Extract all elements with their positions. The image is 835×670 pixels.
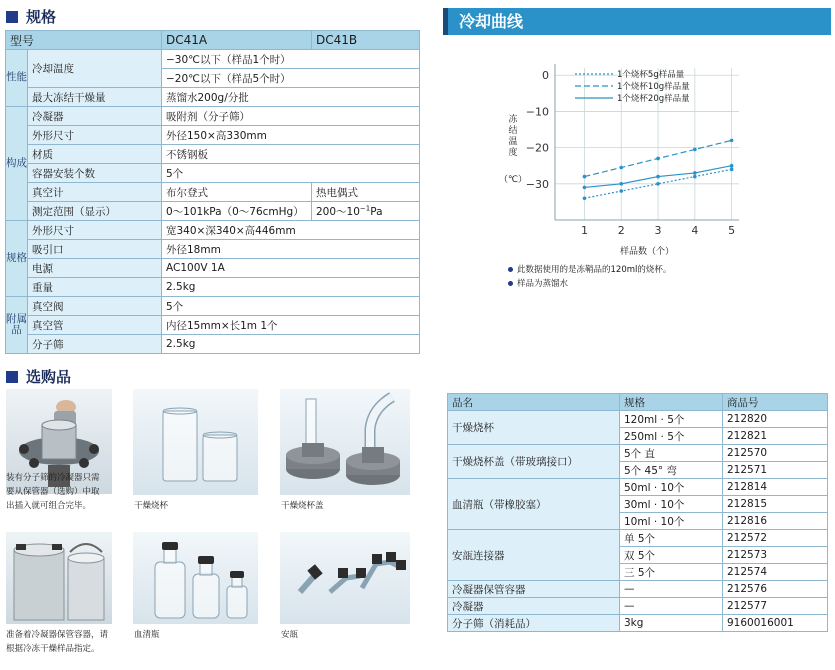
product-header-code: 商品号 (723, 394, 828, 411)
product-code: 212572 (723, 530, 828, 547)
group-accessories: 附属品 (6, 297, 28, 354)
bullet-icon (508, 281, 513, 286)
spec-header-row (6, 31, 420, 50)
range-b-exponent: −1 (359, 204, 371, 212)
cooling-curve-chart (443, 40, 828, 262)
product-spec: 50ml · 10个 (620, 479, 723, 496)
row-value: AC100V 1A (162, 259, 420, 278)
product-code: 212816 (723, 513, 828, 530)
spec-table (5, 30, 420, 354)
spec-row (6, 240, 420, 259)
y-axis-label: 冻 (508, 115, 518, 125)
spec-row (6, 107, 420, 126)
spec-header-dc41b: DC41B (312, 31, 420, 50)
product-row (448, 445, 828, 462)
product-name: 安瓿连接器 (448, 530, 620, 581)
series-point (619, 182, 623, 186)
product-code: 212570 (723, 445, 828, 462)
product-spec: 120ml · 5个 (620, 411, 723, 428)
y-tick-label: 0 (542, 69, 549, 83)
row-label: 外形尺寸 (28, 126, 162, 145)
spec-row (6, 316, 420, 335)
caption-line: 安瓿 (281, 630, 299, 640)
range-b-unit: Pa (370, 205, 383, 218)
chart-note (508, 277, 671, 291)
y-axis-unit: （℃） (498, 175, 528, 185)
y-axis-label: 结 (508, 126, 518, 136)
spec-row (6, 88, 420, 107)
range-b-base: 200～10 (316, 205, 360, 218)
beaker-cover-photo (280, 389, 410, 495)
spec-row (6, 126, 420, 145)
caption-line: 要从保管器（选购）中取 (6, 487, 100, 497)
row-value-a: 0～101kPa（0～76cmHg） (162, 202, 312, 221)
product-name: 干燥烧杯 (448, 411, 620, 445)
chart-note (508, 263, 671, 277)
row-label: 冷凝器 (28, 107, 162, 126)
chart-title-text: 冷却曲线 (459, 12, 524, 31)
product-code: 212577 (723, 598, 828, 615)
spec-row (6, 259, 420, 278)
ampoule-photo (280, 532, 410, 624)
product-spec: 250ml · 5个 (620, 428, 723, 445)
row-value-a: 布尔登式 (162, 183, 312, 202)
series-point (693, 175, 697, 179)
row-value: 宽340×深340×高446mm (162, 221, 420, 240)
group-performance: 性能 (6, 50, 28, 107)
spec-row (6, 221, 420, 240)
section-square-icon (6, 11, 18, 23)
caption-line: 干燥烧杯盖 (281, 501, 324, 511)
options-title-text: 选购品 (26, 368, 72, 386)
spec-row (6, 335, 420, 354)
spec-row (6, 278, 420, 297)
x-tick-label: 1 (580, 224, 588, 237)
spec-row (6, 50, 420, 69)
serum-bottle-photo (133, 532, 258, 624)
spec-row (6, 297, 420, 316)
series-point (693, 148, 697, 152)
series-point (583, 175, 587, 179)
row-value: 吸附剂（分子筛） (162, 107, 420, 126)
photo-caption (281, 628, 298, 642)
spec-section-title (6, 6, 56, 27)
series-point (730, 168, 734, 172)
product-row (448, 479, 828, 496)
x-tick-label: 5 (728, 224, 736, 237)
product-name: 冷凝器 (448, 598, 620, 615)
product-header-spec: 规格 (620, 394, 723, 411)
row-label: 吸引口 (28, 240, 162, 259)
series-point (619, 189, 623, 193)
product-code: 212571 (723, 462, 828, 479)
photo-caption (134, 499, 168, 513)
chart-section-title (443, 8, 831, 35)
spec-row (6, 202, 420, 221)
product-header-row (448, 394, 828, 411)
bullet-icon (508, 267, 513, 272)
row-label: 分子筛 (28, 335, 162, 354)
x-tick-label: 2 (617, 224, 625, 237)
product-code: 9160016001 (723, 615, 828, 632)
product-spec: 30ml · 10个 (620, 496, 723, 513)
row-label: 真空计 (28, 183, 162, 202)
row-value: 5个 (162, 164, 420, 183)
photo-caption (281, 499, 324, 513)
product-spec: 5个 45° 弯 (620, 462, 723, 479)
product-spec: 三 5个 (620, 564, 723, 581)
photo-caption (6, 471, 100, 513)
row-label: 最大冻结干燥量 (28, 88, 162, 107)
product-spec: 单 5个 (620, 530, 723, 547)
storage-container-photo (6, 532, 112, 624)
row-label: 冷却温度 (28, 50, 162, 88)
product-code: 212820 (723, 411, 828, 428)
group-specs: 规格 (6, 221, 28, 297)
row-label: 真空管 (28, 316, 162, 335)
product-code: 212574 (723, 564, 828, 581)
row-label: 重量 (28, 278, 162, 297)
series-point (693, 171, 697, 175)
row-value: 2.5kg (162, 335, 420, 354)
product-name: 干燥烧杯盖（带玻璃接口） (448, 445, 620, 479)
x-tick-label: 3 (654, 224, 662, 237)
spec-title-text: 规格 (26, 8, 57, 26)
product-name: 分子筛（消耗品） (448, 615, 620, 632)
row-value: 外径150×高330mm (162, 126, 420, 145)
product-spec: 双 5个 (620, 547, 723, 564)
series-point (583, 196, 587, 200)
group-structure: 构成 (6, 107, 28, 221)
series-point (730, 139, 734, 143)
product-row (448, 598, 828, 615)
row-value: 5个 (162, 297, 420, 316)
series-point (730, 164, 734, 168)
row-value: −30℃以下（样品1个时） (162, 50, 420, 69)
product-code: 212814 (723, 479, 828, 496)
row-value: 不锈钢板 (162, 145, 420, 164)
product-code: 212576 (723, 581, 828, 598)
spec-row (6, 164, 420, 183)
product-code: 212815 (723, 496, 828, 513)
product-code: 212573 (723, 547, 828, 564)
row-value: −20℃以下（样品5个时） (162, 69, 420, 88)
caption-line: 干燥烧杯 (134, 501, 169, 511)
product-row (448, 615, 828, 632)
series-point (656, 182, 660, 186)
product-name: 血清瓶（带橡胶塞） (448, 479, 620, 530)
chart-note-text: 此数据使用的是冻鞘品的120ml的烧杯。 (517, 265, 672, 275)
product-row (448, 530, 828, 547)
product-spec: 5个 直 (620, 445, 723, 462)
chart-note-text: 样品为蒸馏水 (517, 279, 569, 289)
row-label: 真空阀 (28, 297, 162, 316)
legend-label: 1个烧杯20g样品量 (617, 94, 690, 104)
series-point (583, 186, 587, 190)
product-spec: 10ml · 10个 (620, 513, 723, 530)
title-bar-accent (443, 8, 448, 35)
series-point (619, 166, 623, 170)
y-tick-label: −30 (525, 177, 549, 191)
row-value: 内径15mm×长1m 1个 (162, 316, 420, 335)
row-value-b: 热电偶式 (312, 183, 420, 202)
y-tick-label: −10 (525, 105, 549, 119)
series-point (656, 157, 660, 161)
row-value: 外径18mm (162, 240, 420, 259)
spec-header-dc41a: DC41A (162, 31, 312, 50)
product-row (448, 411, 828, 428)
row-value: 蒸馏水200g/分批 (162, 88, 420, 107)
row-value-b (312, 202, 420, 221)
spec-row (6, 183, 420, 202)
x-tick-label: 4 (691, 224, 699, 237)
x-axis-label: 样品数（个） (619, 247, 675, 257)
product-table (447, 393, 828, 632)
row-value: 2.5kg (162, 278, 420, 297)
legend-label: 1个烧杯10g样品量 (617, 82, 690, 92)
caption-line: 装有分子筛的冷凝器只需 (6, 473, 100, 483)
row-label: 电源 (28, 259, 162, 278)
spec-row (6, 145, 420, 164)
product-spec: — (620, 581, 723, 598)
caption-line: 根据冷冻干燥样品指定。 (6, 644, 100, 654)
row-label: 容器安装个数 (28, 164, 162, 183)
product-spec: — (620, 598, 723, 615)
row-label: 外形尺寸 (28, 221, 162, 240)
caption-line: 出插入就可组合完毕。 (6, 501, 92, 511)
product-header-name: 品名 (448, 394, 620, 411)
row-label: 材质 (28, 145, 162, 164)
options-section-title (6, 366, 71, 387)
y-axis-label: 度 (508, 148, 518, 158)
y-axis-label: 温 (508, 137, 518, 147)
product-spec: 3kg (620, 615, 723, 632)
caption-line: 准备着冷凝器保管容器，请 (6, 630, 109, 640)
legend-label: 1个烧杯5g样品量 (617, 70, 685, 80)
photo-caption (6, 628, 108, 656)
chart-notes (508, 263, 671, 291)
drying-beaker-photo (133, 389, 258, 495)
product-name: 冷凝器保管容器 (448, 581, 620, 598)
photo-caption (134, 628, 160, 642)
product-code: 212821 (723, 428, 828, 445)
y-tick-label: −20 (525, 141, 549, 155)
spec-header-model: 型号 (6, 31, 162, 50)
caption-line: 血清瓶 (134, 630, 160, 640)
series-point (656, 175, 660, 179)
row-label: 测定范围（显示） (28, 202, 162, 221)
section-square-icon (6, 371, 18, 383)
product-row (448, 581, 828, 598)
